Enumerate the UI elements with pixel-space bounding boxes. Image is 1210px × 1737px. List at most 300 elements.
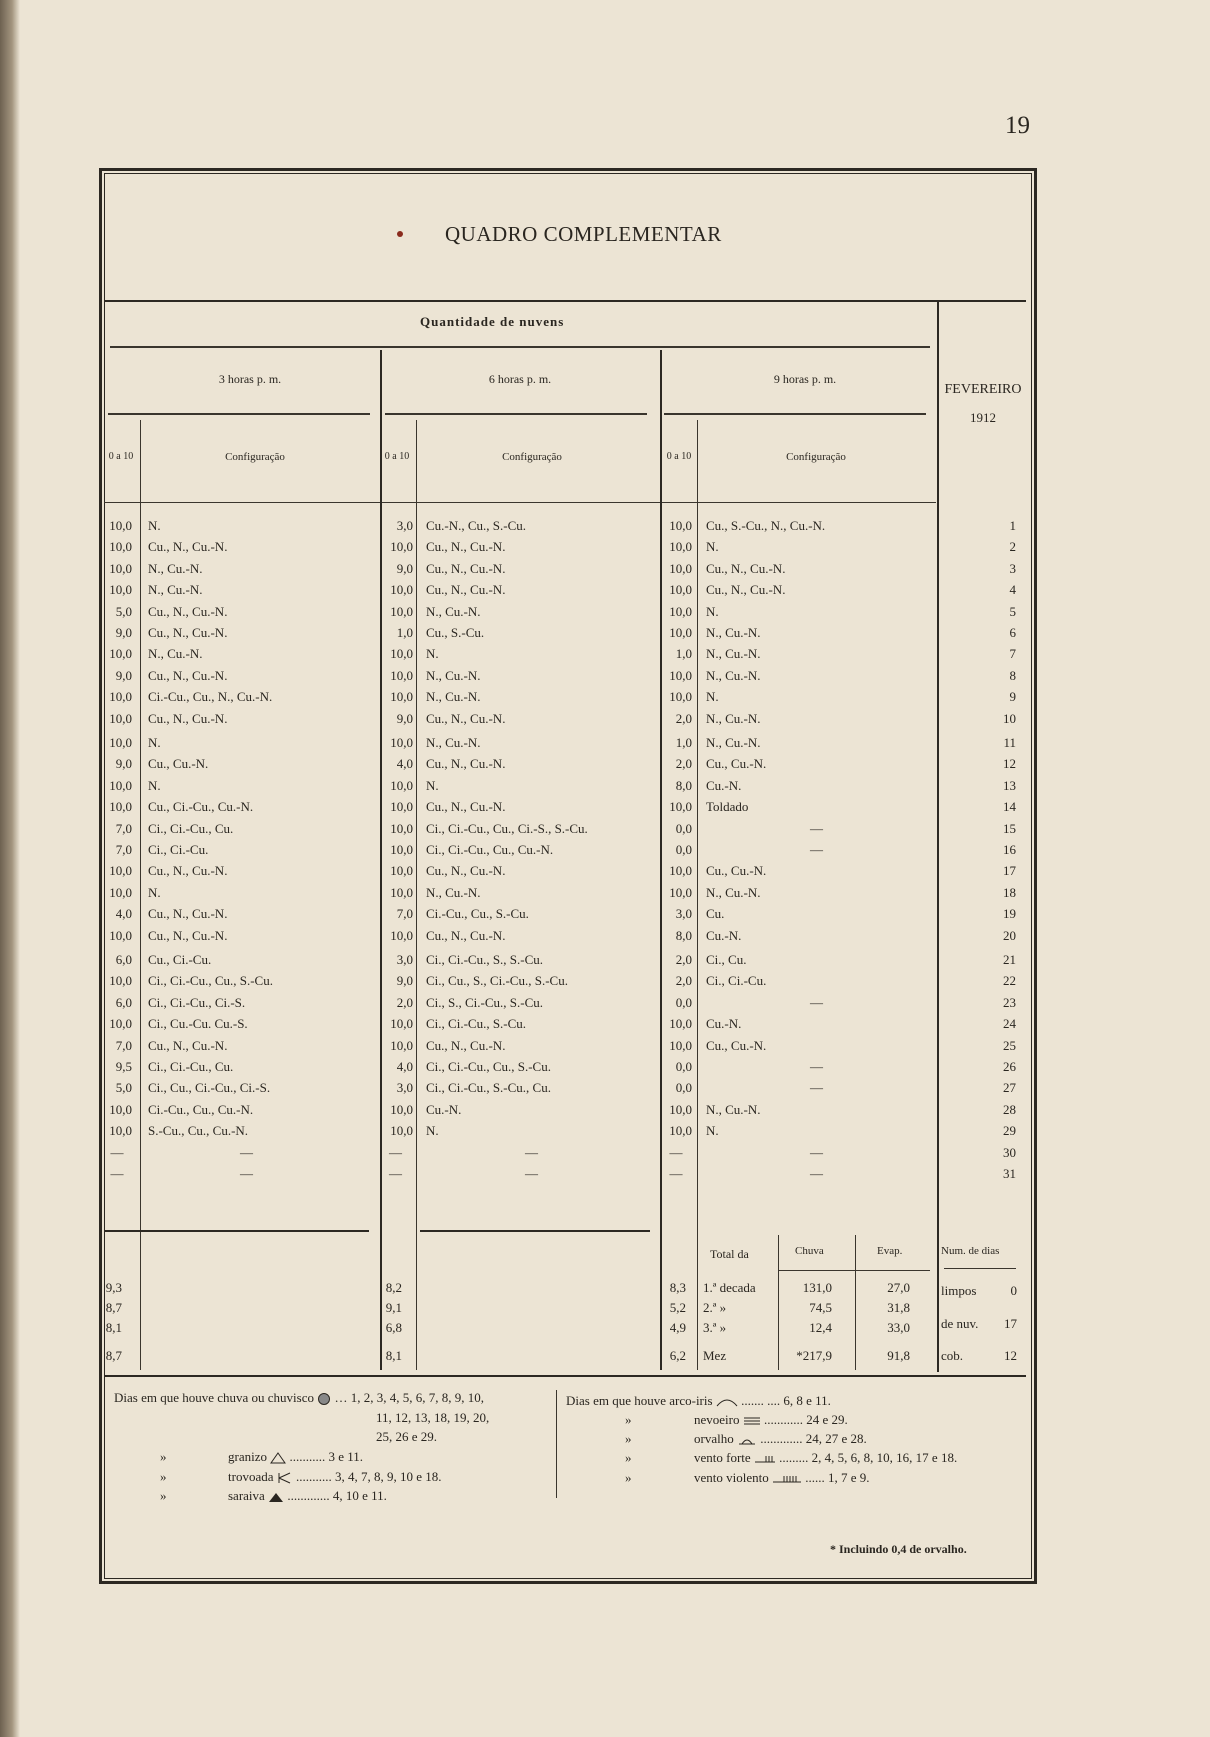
title-bullet <box>397 231 403 237</box>
cloud-amount-9pm: 10,0 <box>669 1123 692 1139</box>
cloud-amount-3pm: 10,0 <box>109 1101 132 1117</box>
cloud-config-9pm: Toldado <box>706 799 749 815</box>
cloud-amount-3pm: 6,0 <box>115 994 132 1010</box>
cloud-amount-3pm: 10,0 <box>109 646 132 662</box>
section-title: Quantidade de nuvens <box>420 314 565 329</box>
evap-value: 27,0 <box>887 1280 910 1295</box>
summary-header-rule <box>778 1270 930 1271</box>
page-title: QUADRO COMPLEMENTAR <box>445 222 722 246</box>
cloud-amount-6pm: 9,0 <box>396 560 413 576</box>
limpos-label: limpos <box>941 1283 977 1298</box>
period-rule-1 <box>380 350 382 1370</box>
cloud-amount-6pm: 10,0 <box>390 603 413 619</box>
summary-col-evap <box>855 1235 856 1370</box>
saraiva-line: saraiva ............. 4, 10 e 11. <box>228 1488 387 1503</box>
cloud-config-3pm: N. <box>148 735 161 750</box>
cloud-amount-9pm: 10,0 <box>669 1016 692 1032</box>
cloud-amount-9pm: 2,0 <box>675 756 692 772</box>
col-rule-a <box>140 420 141 1370</box>
summary-rule-1 <box>104 1230 369 1232</box>
cloud-config-3pm: Cu., N., Cu.-N. <box>148 667 228 683</box>
col-config-2: Configuração <box>502 451 562 463</box>
orvalho-days: 24, 27 e 28. <box>805 1431 867 1446</box>
cloud-amount-6pm: 3,0 <box>396 518 413 533</box>
cloud-config-6pm: — <box>525 1166 538 1181</box>
evap-value: 91,8 <box>887 1348 910 1363</box>
cloud-config-6pm: — <box>525 1144 538 1160</box>
cloud-amount-6pm: 10,0 <box>390 820 413 836</box>
cloud-amount-6pm: 10,0 <box>390 1016 413 1032</box>
cloud-config-6pm: Ci., Ci.-Cu., S.-Cu., Cu. <box>426 1080 551 1096</box>
cloud-amount-6pm: 1,0 <box>396 625 413 640</box>
col-oa10-2: 0 a 10 <box>384 451 410 462</box>
cloud-amount-9pm: 10,0 <box>669 799 692 815</box>
cloud-config-6pm: Cu., S.-Cu. <box>426 625 485 640</box>
cloud-config-9pm: N., Cu.-N. <box>706 625 761 640</box>
cloud-amount-3pm: 10,0 <box>109 539 132 555</box>
chuva-label: Chuva <box>795 1245 824 1257</box>
chuva-value: *217,9 <box>796 1348 832 1363</box>
saraiva-label: saraiva <box>228 1488 265 1503</box>
strong-wind-icon <box>754 1454 776 1464</box>
cloud-amount-3pm: 4,0 <box>115 906 132 922</box>
vento-forte-days: 2, 4, 5, 6, 8, 10, 16, 17 e 18. <box>811 1450 958 1465</box>
saraiva-days: 4, 10 e 11. <box>332 1488 387 1503</box>
rainbow-icon <box>716 1397 738 1407</box>
cloud-config-6pm: Cu., N., Cu.-N. <box>426 927 506 943</box>
cloud-config-6pm: Cu., N., Cu.-N. <box>426 799 506 815</box>
cloud-config-9pm: — <box>810 994 823 1010</box>
trovoada-ditto: » <box>160 1469 167 1484</box>
cloud-config-3pm: Ci., Ci.-Cu., Cu. <box>148 1059 234 1074</box>
cloud-amount-3pm: 10,0 <box>109 884 132 900</box>
cloud-amount-9pm: 10,0 <box>669 689 692 705</box>
month-label: FEVEREIRO <box>944 382 1022 397</box>
cloud-config-6pm: Ci., Ci.-Cu., S., S.-Cu. <box>426 952 544 967</box>
rain-icon <box>317 1392 331 1406</box>
chuva-days-3: 25, 26 e 29. <box>376 1429 438 1444</box>
limpos-value: 0 <box>1010 1283 1017 1298</box>
dew-icon <box>737 1435 757 1445</box>
cloud-amount-9pm: 10,0 <box>669 625 692 640</box>
cloud-amount-3pm: 10,0 <box>109 560 132 576</box>
cloud-config-6pm: Ci.-Cu., Cu., S.-Cu. <box>426 906 529 922</box>
cloud-amount-3pm: 7,0 <box>115 820 132 836</box>
summary-period: 1.ª decada <box>703 1280 756 1295</box>
cloud-config-9pm: Cu., N., Cu.-N. <box>706 560 786 576</box>
cloud-config-9pm: N., Cu.-N. <box>706 1101 761 1117</box>
granizo-label: granizo <box>228 1449 267 1464</box>
cloud-amount-9pm: 0,0 <box>675 1080 692 1096</box>
day-number: 10 <box>1003 710 1016 726</box>
day-number: 6 <box>1009 625 1016 640</box>
cloud-config-3pm: Cu., N., Cu.-N. <box>148 603 228 619</box>
arco-label: Dias em que houve arco-iris <box>566 1393 713 1408</box>
cloud-config-9pm: — <box>810 1166 823 1181</box>
day-number: 19 <box>1003 906 1016 922</box>
fog-icon <box>743 1416 761 1426</box>
summary-period: 2.ª » <box>703 1300 727 1315</box>
cloud-config-3pm: N. <box>148 777 161 793</box>
cloud-config-3pm: Cu., N., Cu.-N. <box>148 625 228 640</box>
day-number: 29 <box>1003 1123 1016 1139</box>
mean-6pm: 6,8 <box>385 1320 402 1335</box>
footnote: * Incluindo 0,4 de orvalho. <box>830 1542 967 1556</box>
page-binding-edge <box>0 0 20 1737</box>
cloud-config-3pm: Ci., Cu., Ci.-Cu., Ci.-S. <box>148 1080 271 1096</box>
day-number: 1 <box>1009 518 1016 533</box>
cloud-amount-6pm: 10,0 <box>390 667 413 683</box>
trovoada-label: trovoada <box>228 1469 274 1484</box>
cloud-config-3pm: N., Cu.-N. <box>148 560 203 576</box>
cloud-config-9pm: Ci., Ci.-Cu. <box>706 973 767 989</box>
evap-label: Evap. <box>877 1245 903 1257</box>
cloud-config-3pm: Cu., N., Cu.-N. <box>148 927 228 943</box>
col-oa10-3: 0 a 10 <box>666 451 692 462</box>
cloud-amount-9pm: 0,0 <box>675 820 692 836</box>
cloud-amount-3pm: 6,0 <box>115 952 132 967</box>
cloud-amount-6pm: 9,0 <box>396 973 413 989</box>
evap-value: 31,8 <box>887 1300 910 1315</box>
cloud-amount-6pm: 10,0 <box>390 1123 413 1139</box>
cloud-amount-6pm: — <box>389 1144 402 1160</box>
sleet-icon <box>268 1491 284 1503</box>
cloud-config-9pm: — <box>810 1080 823 1096</box>
cloud-config-6pm: N., Cu.-N. <box>426 667 481 683</box>
nevoeiro-ditto: » <box>625 1412 632 1427</box>
day-number: 22 <box>1003 973 1016 989</box>
orvalho-line: orvalho ............. 24, 27 e 28. <box>694 1431 867 1446</box>
cloud-amount-9pm: 0,0 <box>675 994 692 1010</box>
cloud-config-6pm: N., Cu.-N. <box>426 689 481 705</box>
year-label: 1912 <box>970 410 996 425</box>
cloud-config-3pm: Cu., Cu.-N. <box>148 756 209 772</box>
day-number: 23 <box>1003 994 1016 1010</box>
day-number: 14 <box>1003 799 1016 815</box>
cloud-config-3pm: — <box>240 1166 253 1181</box>
cloud-config-9pm: N. <box>706 539 719 555</box>
period-brace-1 <box>108 413 370 415</box>
cloud-config-9pm: N., Cu.-N. <box>706 884 761 900</box>
cloud-config-3pm: N. <box>148 518 161 533</box>
day-number: 13 <box>1003 777 1016 793</box>
cloud-config-9pm: — <box>810 1144 823 1160</box>
cloud-config-3pm: Cu., N., Cu.-N. <box>148 906 228 922</box>
mean-9pm: 8,3 <box>669 1280 686 1295</box>
cloud-amount-6pm: 10,0 <box>390 646 413 662</box>
month-col-divider <box>937 302 939 1372</box>
chuva-days-1: 1, 2, 3, 4, 5, 6, 7, 8, 9, 10, <box>350 1390 485 1405</box>
cloud-amount-3pm: 10,0 <box>109 863 132 879</box>
arco-line: Dias em que houve arco-iris ....... .... 6, 8 e 11. <box>566 1393 831 1408</box>
nevoeiro-label: nevoeiro <box>694 1412 740 1427</box>
cloud-config-6pm: Cu., N., Cu.-N. <box>426 560 506 576</box>
cloud-config-9pm: — <box>810 842 823 857</box>
day-number: 27 <box>1003 1080 1016 1096</box>
cloud-amount-6pm: 3,0 <box>396 952 413 967</box>
mean-6pm: 8,2 <box>385 1280 402 1295</box>
cloud-config-9pm: Cu.-N. <box>706 1016 742 1032</box>
cloud-config-9pm: Cu. <box>706 906 725 922</box>
cloud-amount-9pm: 10,0 <box>669 539 692 555</box>
cloud-config-9pm: Cu., S.-Cu., N., Cu.-N. <box>706 518 826 533</box>
cloud-amount-9pm: 10,0 <box>669 603 692 619</box>
col-rule-b <box>416 420 417 1370</box>
cloud-config-6pm: Cu., N., Cu.-N. <box>426 863 506 879</box>
footer-top-rule <box>104 1375 1026 1377</box>
day-number: 18 <box>1003 884 1016 900</box>
cloud-amount-9pm: 10,0 <box>669 863 692 879</box>
cloud-amount-6pm: 10,0 <box>390 1037 413 1053</box>
cloud-config-3pm: Cu., N., Cu.-N. <box>148 539 228 555</box>
cloud-amount-6pm: 10,0 <box>390 884 413 900</box>
mean-6pm: 8,1 <box>385 1348 402 1363</box>
title-divider <box>104 300 1026 302</box>
cloud-amount-3pm: 9,0 <box>115 667 132 683</box>
cloud-amount-3pm: 10,0 <box>109 799 132 815</box>
chuva-days-2: 11, 12, 13, 18, 19, 20, <box>376 1410 490 1425</box>
day-number: 3 <box>1009 560 1016 576</box>
cloud-config-9pm: N., Cu.-N. <box>706 667 761 683</box>
cloud-config-9pm: Cu., N., Cu.-N. <box>706 582 786 598</box>
period-brace-3 <box>664 413 926 415</box>
saraiva-ditto: » <box>160 1488 167 1503</box>
cloud-amount-9pm: 8,0 <box>675 777 692 793</box>
cloud-amount-6pm: 4,0 <box>396 1059 413 1074</box>
summary-col-chuva <box>778 1235 779 1370</box>
cloud-amount-3pm: 10,0 <box>109 518 132 533</box>
cloud-amount-6pm: — <box>389 1166 402 1181</box>
cloud-amount-6pm: 10,0 <box>390 777 413 793</box>
day-number: 30 <box>1003 1144 1016 1160</box>
cloud-amount-9pm: 1,0 <box>675 735 692 750</box>
cloud-config-9pm: Ci., Cu. <box>706 952 747 967</box>
day-number: 20 <box>1003 927 1016 943</box>
cloud-amount-6pm: 3,0 <box>396 1080 413 1096</box>
footer-divider <box>556 1390 557 1498</box>
cloud-amount-3pm: 10,0 <box>109 1123 132 1139</box>
day-number: 11 <box>1003 735 1016 750</box>
cloud-config-3pm: Cu., N., Cu.-N. <box>148 710 228 726</box>
mean-9pm: 4,9 <box>669 1320 686 1335</box>
vento-forte-line: vento forte ......... 2, 4, 5, 6, 8, 10, 16, 17 e 18. <box>694 1450 958 1465</box>
cloud-config-3pm: N. <box>148 884 161 900</box>
nevoeiro-line: nevoeiro ............ 24 e 29. <box>694 1412 848 1427</box>
day-number: 9 <box>1009 689 1016 705</box>
cloud-amount-3pm: 10,0 <box>109 710 132 726</box>
arco-days: 6, 8 e 11. <box>783 1393 831 1408</box>
cloud-config-6pm: Ci., Ci.-Cu., Cu., Ci.-S., S.-Cu. <box>426 820 588 836</box>
cloud-amount-9pm: 10,0 <box>669 1037 692 1053</box>
vento-violento-days: 1, 7 e 9. <box>828 1470 870 1485</box>
cloud-config-3pm: Ci.-Cu., Cu., N., Cu.-N. <box>148 689 273 705</box>
mean-9pm: 6,2 <box>669 1348 686 1363</box>
cloud-config-3pm: N., Cu.-N. <box>148 646 203 662</box>
trovoada-line: trovoada ........... 3, 4, 7, 8, 9, 10 e 18. <box>228 1469 442 1484</box>
cloud-amount-9pm: 10,0 <box>669 884 692 900</box>
mean-3pm: 9,3 <box>105 1280 122 1295</box>
cloud-config-6pm: Ci., Ci.-Cu., S.-Cu. <box>426 1016 527 1032</box>
cloud-amount-6pm: 10,0 <box>390 863 413 879</box>
summary-period: 3.ª » <box>703 1320 727 1335</box>
evap-value: 33,0 <box>887 1320 910 1335</box>
cloud-config-3pm: Ci., Ci.-Cu., Ci.-S. <box>148 994 246 1010</box>
nevoeiro-days: 24 e 29. <box>806 1412 848 1427</box>
cloud-amount-9pm: 0,0 <box>675 1059 692 1074</box>
cloud-amount-3pm: 10,0 <box>109 735 132 750</box>
cloud-amount-6pm: 7,0 <box>396 906 413 922</box>
col-config-1: Configuração <box>225 451 285 463</box>
cloud-amount-6pm: 10,0 <box>390 1101 413 1117</box>
cloud-amount-6pm: 10,0 <box>390 735 413 750</box>
cloud-config-3pm: Ci.-Cu., Cu., Cu.-N. <box>148 1101 254 1117</box>
period-6pm: 6 horas p. m. <box>488 372 552 386</box>
orvalho-label: orvalho <box>694 1431 734 1446</box>
cloud-amount-6pm: 10,0 <box>390 842 413 857</box>
day-number: 25 <box>1003 1037 1016 1053</box>
cloud-config-3pm: Cu., Ci.-Cu. <box>148 952 212 967</box>
mean-3pm: 8,1 <box>105 1320 122 1335</box>
cloud-amount-9pm: 3,0 <box>675 906 692 922</box>
summary-period: Mez <box>703 1348 727 1363</box>
cloud-config-9pm: Cu., Cu.-N. <box>706 756 767 772</box>
cloud-amount-3pm: — <box>110 1166 124 1181</box>
cloud-config-3pm: Ci., Cu.-Cu. Cu.-S. <box>148 1016 248 1032</box>
cloud-amount-9pm: 10,0 <box>669 667 692 683</box>
thunder-icon <box>277 1472 293 1484</box>
mean-9pm: 5,2 <box>669 1300 686 1315</box>
cloud-config-6pm: Ci., Ci.-Cu., Cu., Cu.-N. <box>426 842 554 857</box>
cloud-amount-9pm: 2,0 <box>675 710 692 726</box>
cloud-config-6pm: Cu.-N. <box>426 1101 462 1117</box>
cloud-config-6pm: N. <box>426 646 439 662</box>
day-number: 4 <box>1009 582 1016 598</box>
day-number: 26 <box>1003 1059 1016 1074</box>
day-number: 8 <box>1009 667 1016 683</box>
cloud-config-9pm: N., Cu.-N. <box>706 735 761 750</box>
cloud-amount-6pm: 10,0 <box>390 927 413 943</box>
cloud-config-6pm: Ci., Ci.-Cu., Cu., S.-Cu. <box>426 1059 551 1074</box>
day-number: 5 <box>1009 603 1016 619</box>
orvalho-ditto: » <box>625 1431 632 1446</box>
chuva-value: 12,4 <box>809 1320 832 1335</box>
period-9pm: 9 horas p. m. <box>773 372 837 386</box>
day-number: 12 <box>1003 756 1016 772</box>
cloud-amount-9pm: 8,0 <box>675 927 692 943</box>
chuva-value: 74,5 <box>809 1300 832 1315</box>
cloud-config-9pm: N. <box>706 603 719 619</box>
vento-forte-ditto: » <box>625 1450 632 1465</box>
cloud-config-6pm: Cu., N., Cu.-N. <box>426 756 506 772</box>
day-number: 7 <box>1009 646 1016 662</box>
cloud-amount-9pm: — <box>669 1144 683 1160</box>
cloud-amount-3pm: 7,0 <box>115 842 132 857</box>
cloud-amount-3pm: 5,0 <box>115 603 132 619</box>
total-label: Total da <box>710 1247 749 1261</box>
cloud-config-6pm: N. <box>426 1123 439 1139</box>
cloud-amount-9pm: 2,0 <box>675 973 692 989</box>
cloud-amount-3pm: — <box>110 1144 124 1160</box>
cloud-amount-9pm: 10,0 <box>669 560 692 576</box>
cloud-config-3pm: Cu., N., Cu.-N. <box>148 863 228 879</box>
hail-icon <box>270 1452 286 1464</box>
nuv-value: 17 <box>1004 1316 1017 1331</box>
cloud-amount-9pm: 10,0 <box>669 582 692 598</box>
cloud-config-3pm: — <box>240 1144 253 1160</box>
vento-violento-ditto: » <box>625 1470 632 1485</box>
cloud-amount-3pm: 10,0 <box>109 1016 132 1032</box>
num-dias-brace <box>944 1268 1016 1269</box>
cloud-amount-6pm: 10,0 <box>390 539 413 555</box>
cloud-config-9pm: — <box>810 1059 823 1074</box>
cloud-config-6pm: Cu., N., Cu.-N. <box>426 539 506 555</box>
chuva-line: Dias em que houve chuva ou chuvisco … 1, 2, 3, 4, 5, 6, 7, 8, 9, 10, <box>114 1390 485 1405</box>
trovoada-days: 3, 4, 7, 8, 9, 10 e 18. <box>334 1469 442 1484</box>
cloud-config-9pm: — <box>810 820 823 836</box>
cloud-config-3pm: Cu., N., Cu.-N. <box>148 1037 228 1053</box>
cloud-amount-9pm: 10,0 <box>669 518 692 533</box>
day-number: 2 <box>1009 539 1016 555</box>
day-number: 15 <box>1003 820 1016 836</box>
chuva-value: 131,0 <box>802 1280 832 1295</box>
cloud-amount-6pm: 2,0 <box>396 994 413 1010</box>
cloud-config-6pm: N. <box>426 777 439 793</box>
cob-label: cob. <box>941 1348 964 1363</box>
day-number: 24 <box>1003 1016 1016 1032</box>
cloud-amount-3pm: 10,0 <box>109 777 132 793</box>
cloud-config-3pm: Ci., Ci.-Cu., Cu. <box>148 820 234 836</box>
cloud-config-9pm: N., Cu.-N. <box>706 646 761 662</box>
cloud-amount-9pm: 2,0 <box>675 952 692 967</box>
cloud-config-9pm: Cu., Cu.-N. <box>706 1037 767 1053</box>
cloud-config-6pm: Ci., Cu., S., Ci.-Cu., S.-Cu. <box>426 973 568 989</box>
day-number: 21 <box>1003 952 1016 967</box>
cloud-amount-9pm: 10,0 <box>669 1101 692 1117</box>
violent-wind-icon <box>772 1474 802 1484</box>
granizo-days: 3 e 11. <box>328 1449 364 1464</box>
num-dias-label: Num. de dias <box>941 1245 1000 1257</box>
cloud-amount-3pm: 10,0 <box>109 582 132 598</box>
vento-violento-label: vento violento <box>694 1470 769 1485</box>
cloud-config-9pm: Cu., Cu.-N. <box>706 863 767 879</box>
cloud-config-6pm: N., Cu.-N. <box>426 735 481 750</box>
cloud-config-3pm: Ci., Ci.-Cu. <box>148 842 209 857</box>
cloud-amount-6pm: 9,0 <box>396 710 413 726</box>
nuv-label: de nuv. <box>941 1316 979 1331</box>
cloud-amount-3pm: 10,0 <box>109 973 132 989</box>
day-number: 28 <box>1003 1101 1016 1117</box>
cloud-config-3pm: Ci., Ci.-Cu., Cu., S.-Cu. <box>148 973 273 989</box>
col-oa10-1: 0 a 10 <box>108 451 134 462</box>
vento-violento-line: vento violento ...... 1, 7 e 9. <box>694 1470 870 1485</box>
cloud-amount-3pm: 10,0 <box>109 927 132 943</box>
col-config-3: Configuração <box>786 451 846 463</box>
period-brace-2 <box>385 413 647 415</box>
cloud-config-6pm: Cu.-N., Cu., S.-Cu. <box>426 518 527 533</box>
cloud-amount-3pm: 10,0 <box>109 689 132 705</box>
cloud-amount-3pm: 9,0 <box>115 756 132 772</box>
cloud-config-6pm: Cu., N., Cu.-N. <box>426 710 506 726</box>
cloud-config-3pm: N., Cu.-N. <box>148 582 203 598</box>
cloud-amount-9pm: — <box>669 1166 683 1181</box>
cob-value: 12 <box>1004 1348 1017 1363</box>
period-3pm: 3 horas p. m. <box>218 372 282 386</box>
cloud-config-6pm: N., Cu.-N. <box>426 603 481 619</box>
cloud-amount-3pm: 9,0 <box>115 625 132 640</box>
cloud-config-6pm: Ci., S., Ci.-Cu., S.-Cu. <box>426 994 544 1010</box>
cloud-amount-6pm: 10,0 <box>390 799 413 815</box>
cloud-config-9pm: N. <box>706 689 719 705</box>
